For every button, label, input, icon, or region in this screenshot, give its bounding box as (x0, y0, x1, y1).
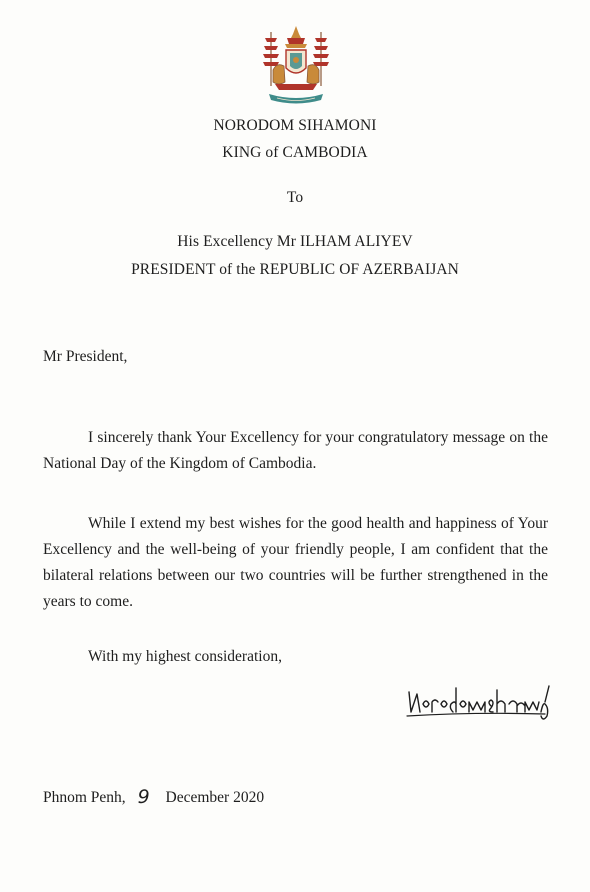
body-paragraph: I sincerely thank Your Excellency for your congratulatory message on the National Day of the Kingdom of Cambodia. (43, 429, 548, 472)
sender-name: NORODOM SIHAMONI (213, 117, 377, 134)
date-place: Phnom Penh, (43, 789, 126, 806)
to-label: To (286, 189, 304, 206)
salutation: Mr President, (43, 348, 128, 365)
addressee-title: PRESIDENT of the REPUBLIC OF AZERBAIJAN (131, 261, 459, 278)
date-month-year: December 2020 (165, 789, 265, 806)
body-paragraph: While I extend my best wishes for the good health and happiness of Your Excellency and the well-being of your friendly people, I am confident that the bilateral relations between our two countries will be further strengthened in the years to come. (43, 515, 548, 610)
royal-coat-of-arms-icon (257, 24, 335, 108)
closing-line: With my highest consideration, (88, 648, 282, 665)
date-line (43, 783, 264, 811)
sender-title: KING of CAMBODIA (222, 144, 368, 161)
date-day-handwritten: 9 (137, 786, 150, 808)
addressee-name: His Excellency Mr ILHAM ALIYEV (177, 233, 413, 250)
handwritten-signature (405, 682, 553, 724)
